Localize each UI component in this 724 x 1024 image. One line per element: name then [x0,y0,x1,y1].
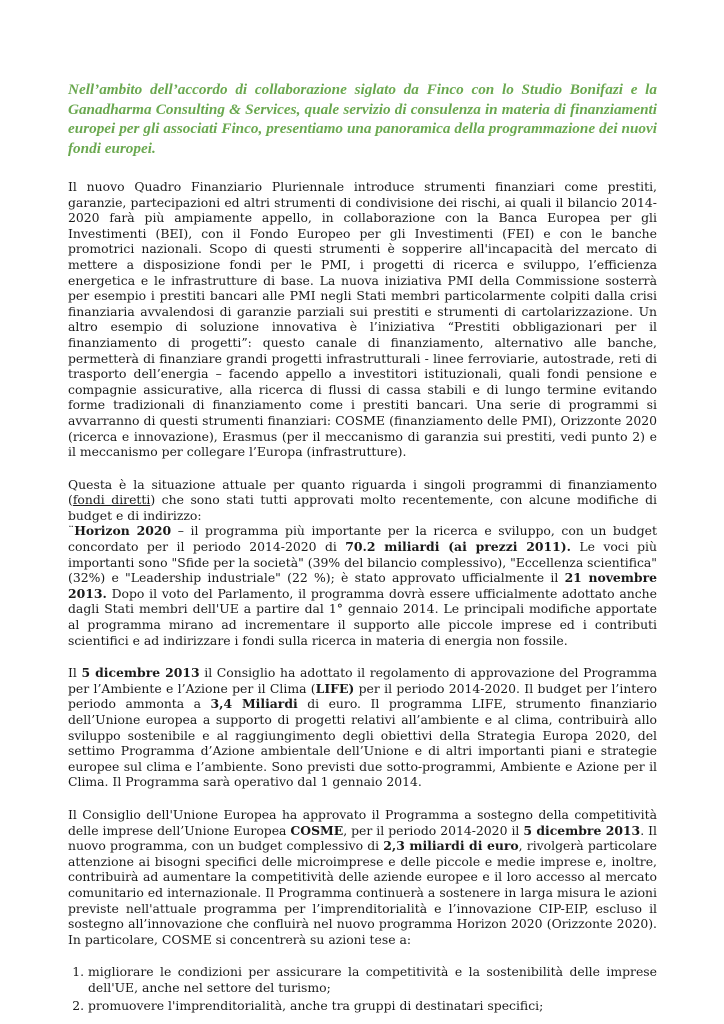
bold-text: 3,4 Miliardi [210,696,298,712]
list-item: 2. promuovere l'imprenditorialità, anche tra gruppi di destinatari specifici; [88,998,657,1014]
text-run: Questa è la situazione attuale per quanto riguarda i singoli programmi di finanziamento ( [68,476,657,508]
cosme-actions-list [68,964,657,1013]
text-run: Il Consiglio dell'Unione Europea ha approvato il Programma a sostegno della competitività delle imprese dell’Unione Europea [68,806,657,838]
bold-text: COSME [290,822,344,838]
document-page [68,80,657,1015]
bullet-glyph: ¨ [68,523,75,539]
text-run: per il periodo 2014-2020. Il budget per l’intero periodo ammonta a [68,680,658,712]
bold-text: LIFE) [315,680,355,696]
text-run: di euro. Il programma LIFE, strumento finanziario dell’Unione europea a supporto di progetti relativi all’ambiente e al clima, contribuirà allo sviluppo sostenibile e al raggiungimento degli obiettivi della Strategia Europa 2020, del settimo Programma d’Azione ambientale dell’Unione e di altri importanti piani e strategie europee sul clima e l’ambiente. Sono previsti due sotto-programmi, Ambiente e Azione per il Clima. Il Programma sarà operativo dal 1 gennaio 2014. [68,696,657,790]
text-run: Dopo il voto del Parlamento, il programma dovrà essere ufficialmente adottato anche dagli Stati membri dell'UE a partire dal 1° gennaio 2014. Le principali modifiche apportate al programma mirano ad incrementare il supporto alle piccole imprese ed i contributi scientifici e ad indirizzare i fondi sulla ricerca in materia di energia non fossile. [68,585,657,648]
text-run: Il [68,665,82,681]
bold-text: 70.2 miliardi (ai prezzi 2011). [345,539,571,555]
text-run: ) che sono stati tutti approvati molto recentemente, con alcune modifiche di budget e di indirizzo: [68,492,657,523]
paragraph-cosme [68,807,657,947]
text-run: Le voci più importanti sono "Sfide per la società" (39% del bilancio complessivo), "Eccellenza scientifica" (32%) e "Leadership industriale" (22 %); è stato approvato ufficialmente il [68,539,657,586]
bold-text: 2,3 miliardi di euro [383,838,519,854]
text-run: , rivolgerà particolare attenzione ai bisogni specifici delle microimprese e delle piccole e medie imprese e, inoltre, contribuirà ad aumentare la competitività delle aziende europee e il loro accesso al mercato comunitario ed internazionale. Il Programma continuerà a sostenere in larga misura le azioni previste nell'attuale programma per l’imprenditorialità e l’innovazione CIP-EIP, escluso il sostegno all’innovazione che confluirà nel nuovo programma Horizon 2020 (Orizzonte 2020). In particolare, COSME si concentrerà su azioni tese a: [68,838,658,947]
bold-text: 5 dicembre 2013 [81,665,200,681]
bold-text: Horizon 2020 [74,523,172,539]
intro-paragraph: Nell’ambito dell’accordo di collaborazione siglato da Finco con lo Studio Bonifazi e la Ganadharma Consulting & Services, quale servizio di consulenza in materia di finanziamenti europei per gli associati Finco, presentiamo una panoramica della programmazione dei nuovi fondi europei. [68,81,657,157]
text-run: . Il nuovo programma, con un budget complessivo di [68,822,657,854]
bold-text: 5 dicembre 2013 [523,822,641,838]
paragraph-quadro-finanziario: Il nuovo Quadro Finanziario Pluriennale introduce strumenti finanziari come prestiti, garanzie, partecipazioni ed altri strumenti di condivisione dei rischi, ai quali il bilancio 2014-2020 farà più ampiamente appello, in collaborazione con la Banca Europea per gli Investimenti (BEI), con il Fondo Europeo per gli Investimenti (FEI) e con le banche promotrici nazionali. Scopo di questi strumenti è sopperire all'incapacità del mercato di mettere a disposizione fondi per le PMI, i progetti di ricerca e sviluppo, l’efficienza energetica e le infrastrutture di base. La nuova iniziativa PMI della Commissione sosterrà per esempio i prestiti bancari alle PMI negli Stati membri particolarmente colpiti dalla crisi finanziaria avvalendosi di garanzie parziali sui prestiti e strumenti di cartolarizzazione. Un altro esempio di soluzione innovativa è l’iniziativa “Prestiti obbligazionari per il finanziamento di progetti”: questo canale di finanziamento, alternativo alle banche, permetterà di finanziare grandi progetti infrastrutturali - linee ferroviarie, autostrade, reti di trasporto dell’energia – facendo appello a investitori istituzionali, quali fondi pensione e compagnie assicurative, alla ricerca di flussi di cassa stabili e di lungo termine evitando forme tradizionali di finanziamento come i prestiti bancari. Una serie di programmi si avvarranno di questi strumenti finanziari: COSME (finanziamento delle PMI), Orizzonte 2020 (ricerca e innovazione), Erasmus (per il meccanismo di garanzia sui prestiti, vedi punto 2) e il meccanismo per collegare l’Europa (infrastrutture). [68,179,657,460]
paragraph-life [68,665,657,790]
list-item: 1. migliorare le condizioni per assicurare la competitività e la sostenibilità delle imprese dell'UE, anche nel settore del turismo; [88,964,657,995]
text-run: il Consiglio ha adottato il regolamento di approvazione del Programma per l’Ambiente e l’Azione per il Clima ( [68,665,657,696]
underlined-text: fondi diretti [72,492,151,508]
paragraph-horizon-2020 [68,477,657,649]
text-run: , per il periodo 2014-2020 il [343,822,524,838]
text-run: – il programma più importante per la ricerca e sviluppo, con un budget concordato per il periodo 2014-2020 di [68,523,657,555]
bold-text: 21 novembre 2013. [68,570,657,601]
